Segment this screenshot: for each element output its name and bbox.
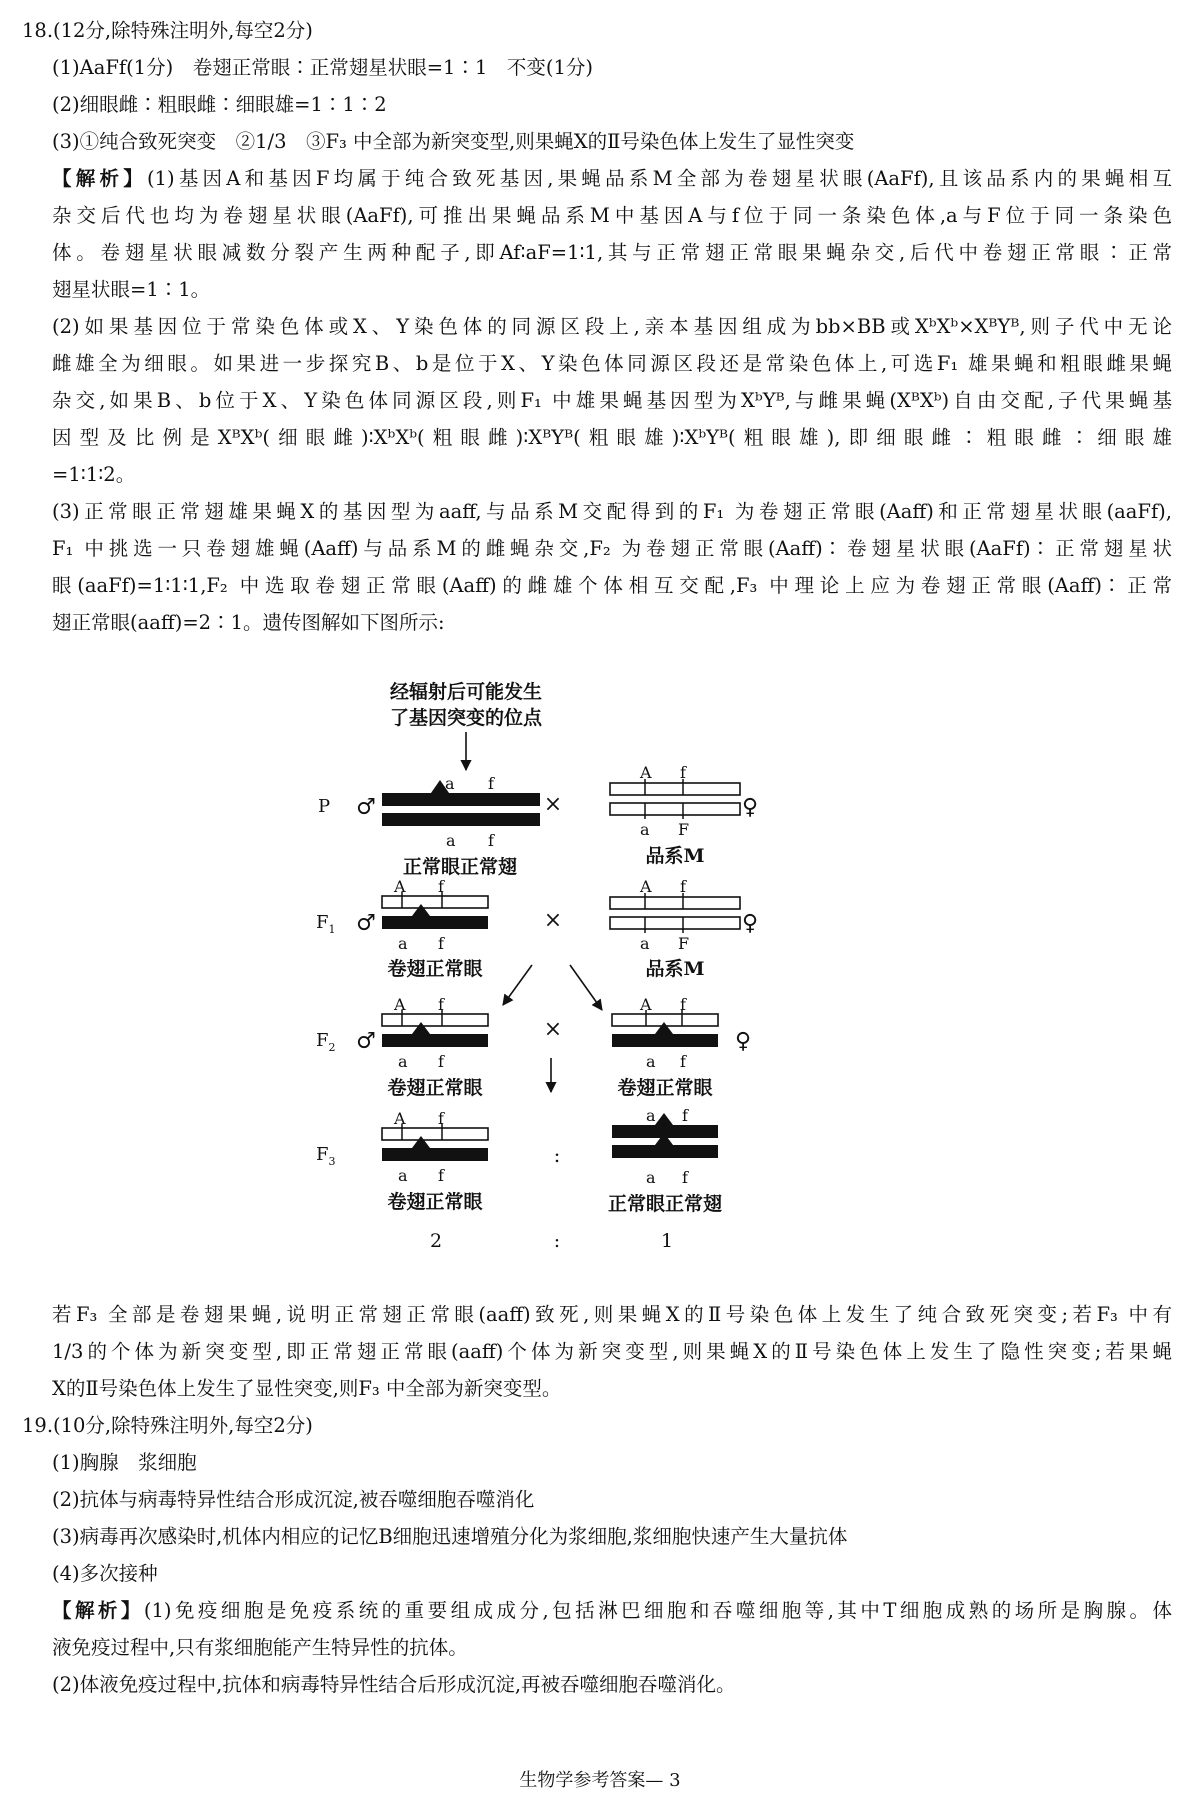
phenotype-label: 品系M — [645, 958, 705, 980]
allele-label: a — [640, 820, 650, 839]
gen-f2-label: $F_2$ — [316, 1030, 336, 1054]
phenotype-label: 品系M — [645, 845, 705, 867]
ratio-left: 2 — [429, 1230, 443, 1252]
q19-answer-4: (4)多次接种 — [52, 1562, 158, 1585]
allele-label: a — [646, 1052, 656, 1071]
ratio-colon: : — [553, 1143, 561, 1167]
q19-header: 19.(10分,除特殊注明外,每空2分) — [22, 1414, 313, 1437]
chromosome-light — [382, 1128, 488, 1140]
phenotype-label: 正常眼正常翅 — [607, 1193, 723, 1215]
allele-label: f — [680, 1052, 686, 1071]
chromosome-dark — [382, 1034, 488, 1047]
jiexi-tag: 【解析】 — [52, 1599, 144, 1622]
allele-label: F — [678, 934, 690, 953]
allele-label: a — [445, 774, 455, 793]
arrow-to-f2-right — [570, 965, 602, 1010]
q18-answer-1: (1)AaFf(1分) 卷翅正常眼∶正常翅星状眼=1∶1 不变(1分) — [52, 56, 593, 79]
allele-label: A — [640, 995, 652, 1014]
phenotype-label: 卷翅正常眼 — [387, 958, 483, 980]
q18-explanation-3-line-3: 眼(aaFf)=1∶1∶1,F₂ 中选取卷翅正常眼(Aaff)的雌雄个体相互交配,F₃ 中理论上应为卷翅正常眼(Aaff)∶正常 — [52, 574, 1172, 597]
gen-f1-label: $F_1$ — [316, 912, 336, 936]
allele-label: f — [438, 1052, 444, 1071]
q19-answer-2: (2)抗体与病毒特异性结合形成沉淀,被吞噬细胞吞噬消化 — [52, 1488, 535, 1511]
female-symbol: ♀ — [742, 795, 759, 820]
allele-label: f — [438, 995, 444, 1014]
male-symbol: ♂ — [356, 911, 376, 936]
q18-conclusion-line-2: 1/3的个体为新突变型,即正常翅正常眼(aaff)个体为新突变型,则果蝇X的Ⅱ号染色体上发生了隐性突变;若果蝇 — [52, 1340, 1172, 1363]
jiexi-tag: 【解析】 — [52, 167, 147, 190]
q18-explanation-1-line-3: 体。卷翅星状眼减数分裂产生两种配子,即Af∶aF=1∶1,其与正常翅正常眼果蝇杂交,后代中卷翅正常眼∶正常 — [52, 241, 1172, 264]
allele-label: f — [438, 1166, 444, 1185]
mutation-annotation-line-1: 经辐射后可能发生 — [389, 681, 543, 703]
q18-answer-3: (3)①纯合致死突变 ②1/3 ③F₃ 中全部为新突变型,则果蝇X的Ⅱ号染色体上发生了显性突变 — [52, 130, 855, 153]
chromosome-dark — [382, 1148, 488, 1161]
cross-symbol: × — [543, 792, 563, 817]
page-footer: 生物学参考答案— 3 — [519, 1770, 681, 1791]
phenotype-label: 卷翅正常眼 — [617, 1077, 713, 1099]
q18-explanation-2-line-4: 因型及比例是XᴮXᵇ(细眼雌)∶XᵇXᵇ(粗眼雌)∶XᴮYᴮ(粗眼雄)∶XᵇYᴮ(粗眼雄),即细眼雌∶粗眼雌∶细眼雄 — [52, 426, 1172, 449]
chromosome-light — [610, 803, 740, 815]
chromosome-light — [610, 917, 740, 929]
allele-label: a — [646, 1106, 656, 1125]
allele-label: f — [438, 877, 444, 896]
allele-label: a — [398, 1166, 408, 1185]
gen-p-label: P — [318, 796, 331, 817]
chromosome-dark — [382, 813, 540, 826]
allele-label: f — [438, 934, 444, 953]
q18-header: 18.(12分,除特殊注明外,每空2分) — [22, 19, 313, 42]
cross-symbol: × — [543, 908, 563, 933]
allele-label: f — [682, 1106, 688, 1125]
allele-label: f — [488, 831, 494, 850]
allele-label: F — [678, 820, 690, 839]
phenotype-label: 正常眼正常翅 — [402, 856, 518, 878]
q19-answer-1: (1)胸腺 浆细胞 — [52, 1451, 197, 1474]
cross-symbol: × — [543, 1017, 563, 1042]
q18-answer-2: (2)细眼雌∶粗眼雌∶细眼雄=1∶1∶2 — [52, 93, 387, 116]
q18-explanation-3-line-1: (3)正常眼正常翅雄果蝇X的基因型为aaff,与品系M交配得到的F₁ 为卷翅正常眼(Aaff)和正常翅星状眼(aaFf), — [52, 500, 1172, 523]
q18-explanation-2-line-3: 杂交,如果B、b位于X、Y染色体同源区段,则F₁ 中雄果蝇基因型为XᵇYᴮ,与雌果蝇(XᴮXᵇ)自由交配,子代果蝇基 — [52, 389, 1172, 412]
allele-label: a — [646, 1168, 656, 1187]
ratio-right: 1 — [660, 1230, 674, 1252]
chromosome-light — [382, 1014, 488, 1026]
allele-label: f — [438, 1109, 444, 1128]
gen-f3-label: $F_3$ — [316, 1144, 336, 1168]
q19-answer-3: (3)病毒再次感染时,机体内相应的记忆B细胞迅速增殖分化为浆细胞,浆细胞快速产生大量抗体 — [52, 1525, 848, 1548]
phenotype-label: 卷翅正常眼 — [387, 1191, 483, 1213]
allele-label: f — [488, 774, 494, 793]
chromosome-light — [382, 896, 488, 908]
q18-explanation-3-line-2: F₁ 中挑选一只卷翅雄蝇(Aaff)与品系M的雌蝇杂交,F₂ 为卷翅正常眼(Aaff)∶卷翅星状眼(AaFf)∶正常翅星状 — [52, 537, 1172, 560]
q18-conclusion-line-3: X的Ⅱ号染色体上发生了显性突变,则F₃ 中全部为新突变型。 — [52, 1377, 562, 1400]
mutation-marker — [655, 1113, 673, 1125]
allele-label: f — [680, 763, 686, 782]
male-symbol: ♂ — [356, 795, 376, 820]
q18-explanation-3-line-4: 翅正常眼(aaff)=2∶1。遗传图解如下图所示: — [52, 611, 445, 634]
allele-label: A — [394, 877, 406, 896]
chromosome-dark — [382, 793, 540, 806]
allele-label: f — [680, 877, 686, 896]
female-symbol: ♀ — [742, 911, 759, 936]
female-symbol: ♀ — [735, 1029, 752, 1054]
q18-conclusion-line-1: 若F₃ 全部是卷翅果蝇,说明正常翅正常眼(aaff)致死,则果蝇X的Ⅱ号染色体上发生了纯合致死突变;若F₃ 中有 — [52, 1303, 1172, 1326]
chromosome-dark — [612, 1145, 718, 1158]
q18-explanation-2-line-1: (2)如果基因位于常染色体或X、Y染色体的同源区段上,亲本基因组成为bb×BB或XᵇXᵇ×XᴮYᴮ,则子代中无论 — [52, 315, 1172, 338]
allele-label: a — [398, 934, 408, 953]
allele-label: A — [640, 763, 652, 782]
q18-explanation-1-line-4: 翅星状眼=1∶1。 — [52, 278, 211, 301]
arrow-to-f2-left — [503, 965, 532, 1005]
q18-explanation-2-line-2: 雌雄全为细眼。如果进一步探究B、b是位于X、Y染色体同源区段还是常染色体上,可选F₁ 雄果蝇和粗眼雌果蝇 — [52, 352, 1172, 375]
genetic-cross-diagram — [316, 680, 890, 1292]
allele-label: a — [640, 934, 650, 953]
q18-explanation-2-line-5: =1∶1∶2。 — [52, 463, 136, 486]
q19-explanation-1-line-1: 【解析】(1)免疫细胞是免疫系统的重要组成成分,包括淋巴细胞和吞噬细胞等,其中T细胞成熟的场所是胸腺。体 — [52, 1599, 1172, 1622]
allele-label: A — [640, 877, 652, 896]
q19-explanation-2: (2)体液免疫过程中,抗体和病毒特异性结合后形成沉淀,再被吞噬细胞吞噬消化。 — [52, 1673, 736, 1696]
q18-explanation-1-line-2: 杂交后代也均为卷翅星状眼(AaFf),可推出果蝇品系M中基因A与f位于同一条染色体,a与F位于同一条染色 — [52, 204, 1172, 227]
allele-label: A — [394, 995, 406, 1014]
allele-label: f — [682, 1168, 688, 1187]
allele-label: f — [680, 995, 686, 1014]
allele-label: A — [394, 1109, 406, 1128]
mutation-annotation-line-2: 了基因突变的位点 — [389, 707, 543, 729]
q19-explanation-1-line-2: 液免疫过程中,只有浆细胞能产生特异性的抗体。 — [52, 1636, 468, 1659]
q18-explanation-1-line-1: 【解析】(1)基因A和基因F均属于纯合致死基因,果蝇品系M全部为卷翅星状眼(AaFf),且该品系内的果蝇相互 — [52, 167, 1172, 190]
chromosome-light — [610, 783, 740, 795]
phenotype-label: 卷翅正常眼 — [387, 1077, 483, 1099]
male-symbol: ♂ — [356, 1029, 376, 1054]
ratio-colon: : — [553, 1230, 561, 1252]
chromosome-dark — [612, 1034, 718, 1047]
allele-label: a — [446, 831, 456, 850]
allele-label: a — [398, 1052, 408, 1071]
chromosome-light — [610, 897, 740, 909]
chromosome-dark — [382, 916, 488, 929]
